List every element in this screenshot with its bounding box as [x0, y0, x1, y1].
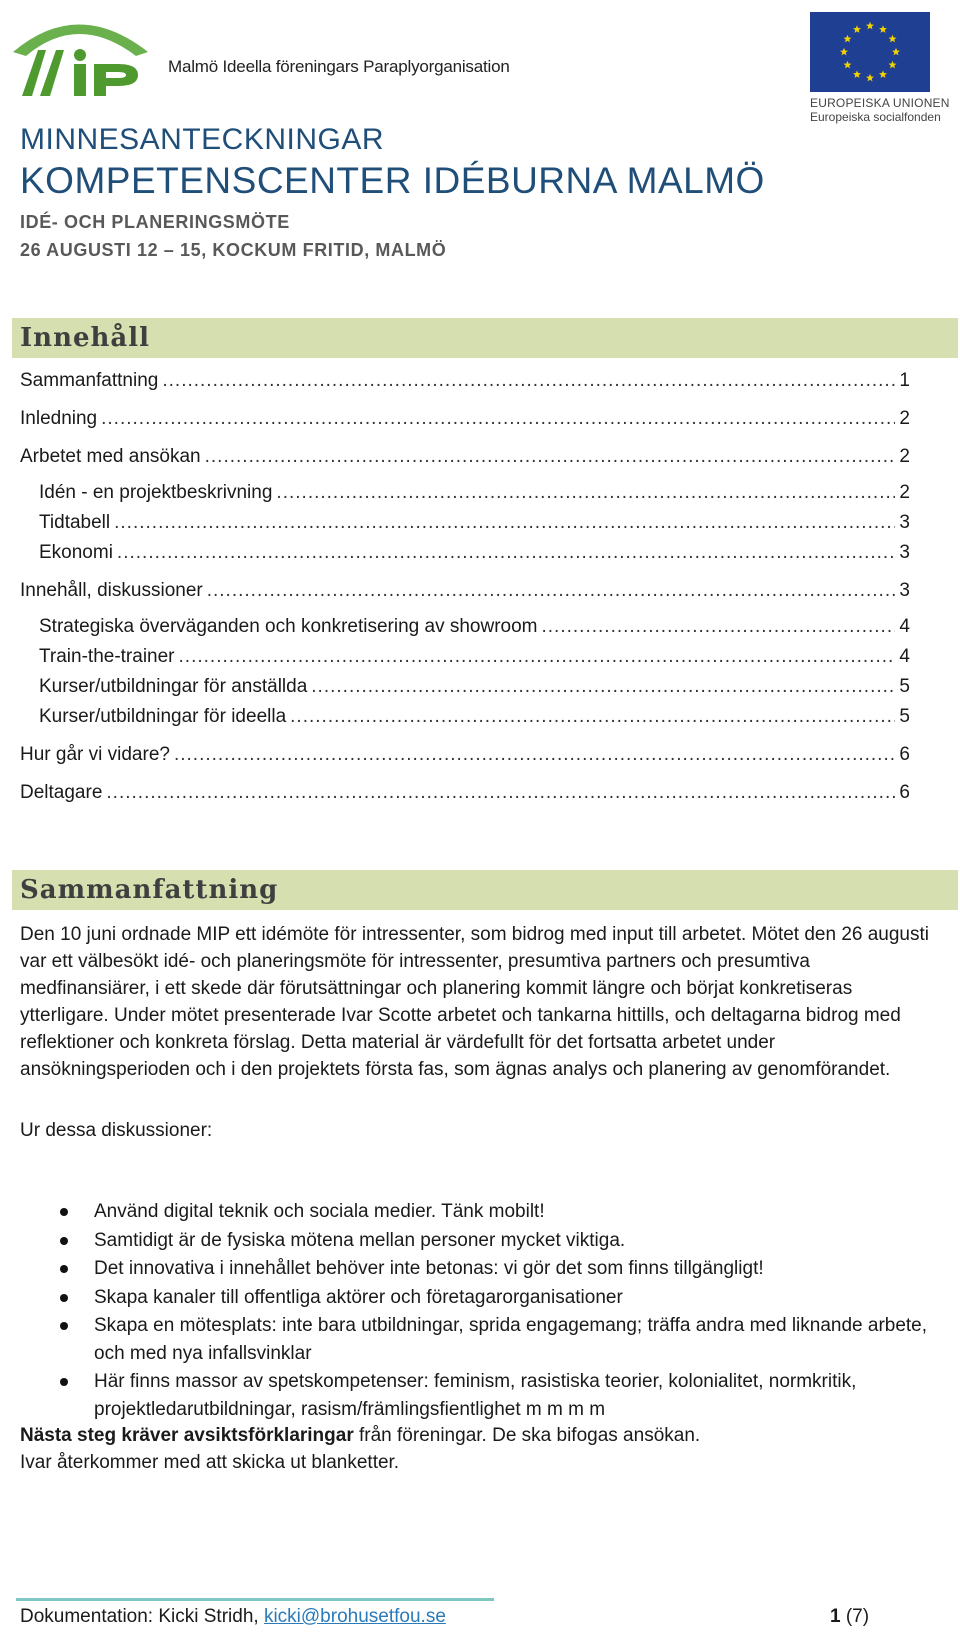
bullet-dot-icon [60, 1294, 68, 1302]
toc-leader-dots [106, 782, 895, 804]
toc-entry-page: 3 [899, 542, 910, 563]
toc-leader-dots [162, 370, 895, 392]
footer-email-link[interactable]: kicki@brohusetfou.se [263, 1606, 446, 1627]
summary-bullet-text: Skapa kanaler till offentliga aktörer och företagarorganisationer [94, 1286, 623, 1308]
summary-paragraph: Den 10 juni ordnade MIP ett idémöte för intressenter, som bidrog med input till arbetet. Mötet den 26 augusti var ett välbesökt idé- och planeringsmöte för intressenter, presumtiva partners och presumtiva medfinansiärer, i ett skede där förutsättningar och planering kommit längre och börjat konkretiseras ytterligare. Under mötet presenterade Ivar Scotte arbetet och tankarna hittills, och deltagarna bidrog med reflektioner och konkreta förslag. Detta material är värdefullt för det fortsatta arbetet under ansökningsperioden och i den projektets första fas, som ägnas analys och planering av genomförandet. [20, 924, 930, 1080]
toc-leader-dots [117, 542, 896, 564]
toc-entry[interactable] [39, 616, 910, 642]
summary-heading: Sammanfattning [20, 875, 279, 905]
title-line-2: KOMPETENSCENTER IDÉBURNA MALMÖ [20, 160, 765, 201]
summary-bullet-text: Det innovativa i innehållet behöver inte betonas: vi gör det som finns tillgängligt! [94, 1258, 764, 1279]
toc-entry[interactable] [20, 580, 910, 606]
toc-entry-label: Kurser/utbildningar för ideella [39, 706, 287, 727]
toc-entry-page: 6 [899, 782, 910, 803]
toc-entry[interactable] [39, 512, 910, 538]
toc-entry-page: 3 [899, 580, 910, 601]
summary-intro-line: Ur dessa diskussioner: [20, 1120, 213, 1141]
toc-leader-dots [114, 512, 895, 534]
toc-leader-dots [276, 482, 895, 504]
title-line-4: 26 AUGUSTI 12 – 15, KOCKUM FRITID, MALMÖ [20, 240, 447, 260]
document-title [20, 122, 765, 264]
toc-entry[interactable] [39, 646, 910, 672]
eu-fund-label: Europeiska socialfonden [810, 110, 941, 124]
toc-entry-label: Strategiska överväganden och konkretisering av showroom [39, 616, 538, 637]
toc-entry-page: 2 [899, 408, 910, 429]
toc-leader-dots [174, 744, 895, 766]
footer-divider [16, 1598, 494, 1601]
toc-entry[interactable] [20, 446, 910, 472]
mip-logo [8, 12, 158, 102]
toc-entry-label: Kurser/utbildningar för anställda [39, 676, 308, 697]
summary-bullet [20, 1284, 940, 1312]
summary-bullet-list [20, 1198, 940, 1424]
toc-entry[interactable] [20, 782, 910, 808]
title-line-1: MINNESANTECKNINGAR [20, 123, 385, 156]
title-line-3: IDÉ- OCH PLANERINGSMÖTE [20, 212, 290, 232]
toc-entry[interactable] [39, 676, 910, 702]
page-total: (7) [845, 1606, 870, 1627]
bullet-dot-icon [60, 1378, 68, 1386]
summary-bullet-text: Här finns massor av spetskompetenser: feminism, rasistiska teorier, kolonialitet, normkritik, projektledarutbildningar, rasism/främlingsfientlighet m m m m [94, 1371, 857, 1420]
org-name: Malmö Ideella föreningars Paraplyorganisation [168, 57, 510, 76]
toc-entry[interactable] [39, 542, 910, 568]
page-number [830, 1606, 869, 1628]
toc-leader-dots [311, 676, 895, 698]
summary-heading-bar [12, 870, 958, 910]
next-step-rest: från föreningar. De ska bifogas ansökan. [353, 1425, 701, 1446]
toc-entry-page: 6 [899, 744, 910, 765]
bullet-dot-icon [60, 1322, 68, 1330]
toc-entry-page: 5 [899, 706, 910, 727]
toc-leader-dots [101, 408, 895, 430]
next-step-line-2: Ivar återkommer med att skicka ut blanketter. [20, 1452, 400, 1473]
next-step-paragraph [20, 1422, 940, 1476]
summary-bullet [20, 1368, 940, 1423]
toc-entry-label: Train-the-trainer [39, 646, 175, 667]
toc-entry-label: Innehåll, diskussioner [20, 580, 203, 601]
eu-union-label: EUROPEISKA UNIONEN [810, 96, 950, 110]
eu-flag-icon [810, 12, 930, 92]
summary-bullet [20, 1312, 940, 1367]
toc-entry-page: 2 [899, 482, 910, 503]
toc-entry-label: Arbetet med ansökan [20, 446, 201, 467]
toc-entry[interactable] [39, 706, 910, 732]
bullet-dot-icon [60, 1237, 68, 1245]
summary-bullet [20, 1227, 940, 1255]
page-header [0, 0, 960, 125]
toc-entry-page: 3 [899, 512, 910, 533]
toc-entry-label: Hur går vi vidare? [20, 744, 170, 765]
bullet-dot-icon [60, 1208, 68, 1216]
toc-entry-label: Tidtabell [39, 512, 111, 533]
toc-entry-label: Inledning [20, 408, 98, 429]
summary-bullet [20, 1198, 940, 1226]
toc-leader-dots [207, 580, 896, 602]
toc-entry-page: 5 [899, 676, 910, 697]
toc-entry-page: 4 [899, 616, 910, 637]
summary-bullet-text: Använd digital teknik och sociala medier. Tänk mobilt! [94, 1201, 545, 1222]
footer-doc-label: Dokumentation: Kicki Stridh, [20, 1606, 264, 1627]
toc-entry-label: Idén - en projektbeskrivning [39, 482, 273, 503]
toc-entry-page: 2 [899, 446, 910, 467]
toc-entry-label: Deltagare [20, 782, 103, 803]
toc-heading-bar [12, 318, 958, 358]
toc-leader-dots [290, 706, 895, 728]
next-step-bold: Nästa steg kräver avsiktsförklaringar [20, 1425, 354, 1446]
summary-bullet-text: Skapa en mötesplats: inte bara utbildningar, sprida engagemang; träffa andra med liknande arbete, och med nya infallsvinklar [94, 1315, 928, 1364]
toc-leader-dots [179, 646, 896, 668]
toc-entry-label: Sammanfattning [20, 370, 159, 391]
toc-leader-dots [542, 616, 896, 638]
summary-bullet-text: Samtidigt är de fysiska mötena mellan personer mycket viktiga. [94, 1229, 626, 1251]
toc-entry[interactable] [20, 408, 910, 434]
toc-entry-page: 1 [899, 370, 910, 391]
toc-entry-label: Ekonomi [39, 542, 113, 563]
bullet-dot-icon [60, 1265, 68, 1273]
footer-doc [20, 1606, 446, 1628]
toc-entry[interactable] [39, 482, 910, 508]
toc-entry[interactable] [20, 744, 910, 770]
toc-leader-dots [205, 446, 896, 468]
toc-entry-page: 4 [899, 646, 910, 667]
page-current: 1 [830, 1606, 841, 1627]
summary-bullet [20, 1255, 940, 1283]
toc-entry[interactable] [20, 370, 910, 396]
toc-heading: Innehåll [20, 323, 151, 353]
